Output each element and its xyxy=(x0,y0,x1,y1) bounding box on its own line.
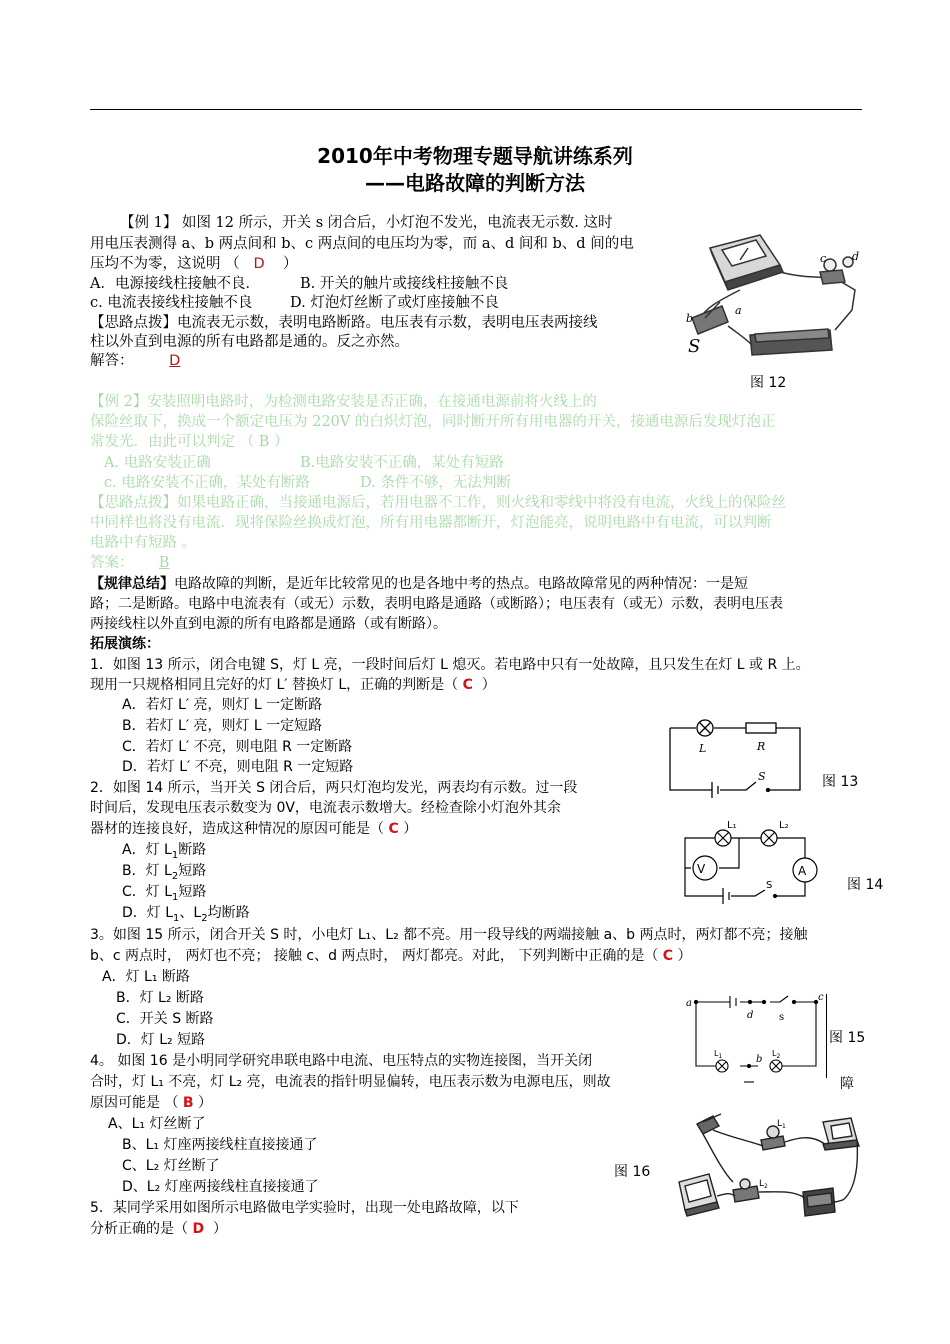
ex2-answer-line: 答案： B xyxy=(90,553,190,573)
figure-15-divider xyxy=(826,994,827,1078)
q1-opt-d: D．若灯 L′ 不亮，则电阻 R 一定短路 xyxy=(122,759,354,775)
q2-opt-a: A．灯 $L_1$断路 xyxy=(122,842,207,861)
svg-text:S: S xyxy=(758,770,766,783)
q1-opt-a: A．若灯 L′ 亮，则灯 L 一定断路 xyxy=(122,697,323,713)
svg-text:a: a xyxy=(735,304,742,317)
figure-16-photo xyxy=(673,1112,865,1224)
ex2-hint-3: 电路中有短路 。 xyxy=(90,535,197,551)
ex2-line1: 【例 2】安装照明电路时，为检测电路安装是否正确，在接通电源前将火线上的 xyxy=(90,394,597,410)
ex2-opt-d: D. 条件不够，无法判断 xyxy=(360,475,511,491)
q4-line3: 原因可能是 （ B ） xyxy=(90,1095,213,1111)
q3-opt-b: B．灯 L₂ 断路 xyxy=(116,990,204,1006)
svg-text:b: b xyxy=(686,312,694,325)
q2-line2: 时间后，发现电压表示数变为 0V，电流表示数增大。经检查除小灯泡外其余 xyxy=(90,800,561,816)
q2-opt-d: D．灯 $L_1$、$L_2$均断路 xyxy=(122,905,250,924)
svg-text:L1: $L_1$ xyxy=(777,1119,786,1130)
figure-12-caption: 图 12 xyxy=(750,375,787,391)
figure-15-trailing-char: 障 xyxy=(840,1076,854,1092)
ex1-opt-b: B. 开关的触片或接线柱接触不良 xyxy=(300,276,509,292)
q2-line3: 器材的连接良好，造成这种情况的原因可能是（ C ） xyxy=(90,821,418,837)
fig14-s-label: S xyxy=(766,880,773,891)
q1-opt-b: B．若灯 L′ 亮，则灯 L 一定短路 xyxy=(122,718,323,734)
ex2-hint-2: 中同样也将没有电流．现将保险丝换成灯泡，所有用电器都断开，灯泡能亮，说明电路中有电流，可以判断 xyxy=(90,515,772,531)
q5-answer: D xyxy=(192,1221,205,1237)
fig15-a: a xyxy=(686,998,692,1009)
ammeter-label: A xyxy=(798,864,807,878)
ex2-opt-a: A. 电路安装正确 xyxy=(104,455,211,471)
q2-opt-c: C．灯 $L_1$短路 xyxy=(122,884,207,903)
figure-15-caption: 图 15 xyxy=(829,1030,866,1046)
q1-answer: C xyxy=(462,677,473,693)
q1-line2: 现用一只规格相同且完好的灯 L′ 替换灯 L，正确的判断是（ C ） xyxy=(90,677,496,693)
ex1-hint-1: 【思路点拨】电流表无示数，表明电路断路。电压表有示数，表明电压表两接线 xyxy=(90,315,598,331)
fig15-d: d xyxy=(747,1010,754,1021)
q3-line2: b、c 两点时， 两灯也不亮； 接触 c、d 两点时， 两灯都亮。对此， 下列判断中正确的是（ C ） xyxy=(90,948,692,964)
fig14-l1-label: L₁ xyxy=(727,820,737,831)
ex2-opt-c: c. 电路安装不正确，某处有断路 xyxy=(104,475,310,491)
fig15-s: s xyxy=(779,1012,785,1023)
q2-answer: C xyxy=(388,821,399,837)
q4-opt-c: C、L₂ 灯丝断了 xyxy=(122,1158,220,1174)
ex1-hint-2: 柱以外直到电源的所有电路都是通的。反之亦然。 xyxy=(90,334,409,350)
q1-line1: 1．如图 13 所示，闭合电键 S，灯 L 亮，一段时间后灯 L 熄灭。若电路中只有一处故障，且只发生在灯 L 或 R 上。 xyxy=(90,657,810,673)
q4-answer: B xyxy=(182,1095,194,1111)
figure-15-circuit xyxy=(684,994,826,1086)
ex1-answer-line: 解答： D xyxy=(90,351,207,371)
summary-line3: 两接线柱以外直到电源的所有电路都是通路（或有断路）。 xyxy=(90,616,447,632)
ex1-line1: 【例 1】 如图 12 所示，开关 s 闭合后，小灯泡不发光，电流表无示数. 这时 xyxy=(120,215,613,231)
header-rule xyxy=(90,109,862,110)
ex1-line3: 压均不为零，这说明 （ D ） xyxy=(90,256,298,272)
ex2-answer: B xyxy=(158,555,170,571)
q3-opt-d: D．灯 L₂ 短路 xyxy=(116,1032,206,1048)
q5-line1: 5．某同学采用如图所示电路做电学实验时，出现一处电路故障，以下 xyxy=(90,1200,519,1216)
q4-opt-b: B、L₁ 灯座两接线柱直接接通了 xyxy=(122,1137,318,1153)
svg-text:S: S xyxy=(688,336,701,357)
ex2-opt-b: B.电路安装不正确，某处有短路 xyxy=(300,455,504,471)
ex1-answer-inline: D xyxy=(253,256,265,272)
ex2-line2: 保险丝取下，换成一个额定电压为 220V 的白炽灯泡，同时断开所有用电器的开关，接通电源后发现灯泡正 xyxy=(90,414,776,430)
svg-text:L2: $L_2$ xyxy=(772,1049,781,1060)
page-subtitle: ——电路故障的判断方法 xyxy=(365,171,585,195)
q1-opt-c: C．若灯 L′ 不亮，则电阻 R 一定断路 xyxy=(122,739,353,755)
q2-line1: 2．如图 14 所示，当开关 S 闭合后，两只灯泡均发光，两表均有示数。过一段 xyxy=(90,780,578,796)
fig15-b: b xyxy=(756,1054,763,1065)
figure-13-circuit xyxy=(668,718,808,798)
figure-16-caption: 图 16 xyxy=(614,1164,651,1180)
ex1-opt-d: D. 灯泡灯丝断了或灯座接触不良 xyxy=(290,295,499,311)
practice-heading: 拓展演练： xyxy=(90,636,160,652)
svg-text:R: R xyxy=(757,740,766,753)
q4-line2: 合时，灯 L₁ 不亮，灯 L₂ 亮，电流表的指针明显偏转，电压表示数为电源电压，则故 xyxy=(90,1074,611,1090)
ex1-opt-c: c. 电流表接线柱接触不良 xyxy=(90,295,253,311)
q3-opt-c: C．开关 S 断路 xyxy=(116,1011,214,1027)
q3-line1: 3。如图 15 所示，闭合开关 S 时，小电灯 L₁、L₂ 都不亮。用一段导线的两端接触 a、b 两点时，两灯都不亮；接触 xyxy=(90,927,808,943)
fig15-c: c xyxy=(818,992,824,1003)
ex2-answer-inline: B xyxy=(258,434,270,450)
figure-12-photo xyxy=(680,210,870,358)
svg-text:c: c xyxy=(820,252,827,265)
svg-text:L2: $L_2$ xyxy=(759,1179,768,1190)
ex1-opt-a: A．电源接线柱接触不良． xyxy=(90,276,260,292)
ex2-line3: 常发光．由此可以判定 （ B ） xyxy=(90,434,289,450)
summary-line2: 路；二是断路。电路中电流表有（或无）示数，表明电路是通路（或断路）；电压表有（或无）示数，表明电压表 xyxy=(90,596,783,612)
svg-text:d: d xyxy=(852,250,860,263)
svg-text:L: L xyxy=(699,742,707,755)
q4-line1: 4。 如图 16 是小明同学研究串联电路中电流、电压特点的实物连接图，当开关闭 xyxy=(90,1053,593,1069)
ex2-hint-1: 【思路点拨】如果电路正确，当接通电源后，若用电器不工作，则火线和零线中将没有电流，火线上的保险丝 xyxy=(90,495,786,511)
figure-14-circuit xyxy=(683,818,828,906)
fig14-l2-label: L₂ xyxy=(779,820,789,831)
q3-opt-a: A．灯 L₁ 断路 xyxy=(102,969,190,985)
figure-13-caption: 图 13 xyxy=(822,774,859,790)
q2-opt-b: B．灯 $L_2$短路 xyxy=(122,863,207,882)
figure-14-caption: 图 14 xyxy=(847,877,884,893)
q3-answer: C xyxy=(662,948,674,964)
q4-opt-d: D、L₂ 灯座两接线柱直接接通了 xyxy=(122,1179,319,1195)
voltmeter-label: V xyxy=(697,862,706,876)
svg-text:L1: $L_1$ xyxy=(714,1049,723,1060)
ex1-answer: D xyxy=(169,353,181,369)
summary-line1: 【规律总结】电路故障的判断，是近年比较常见的也是各地中考的热点。电路故障常见的两种情况：一是短 xyxy=(90,576,748,592)
q4-opt-a: A、L₁ 灯丝断了 xyxy=(108,1116,206,1132)
page-title: 2010年中考物理专题导航讲练系列 xyxy=(317,144,633,168)
ex1-line2: 用电压表测得 a、b 两点间和 b、c 两点间的电压均为零，而 a、d 间和 b、d 间的电 xyxy=(90,236,634,252)
q5-line2: 分析正确的是（ D ） xyxy=(90,1221,227,1237)
